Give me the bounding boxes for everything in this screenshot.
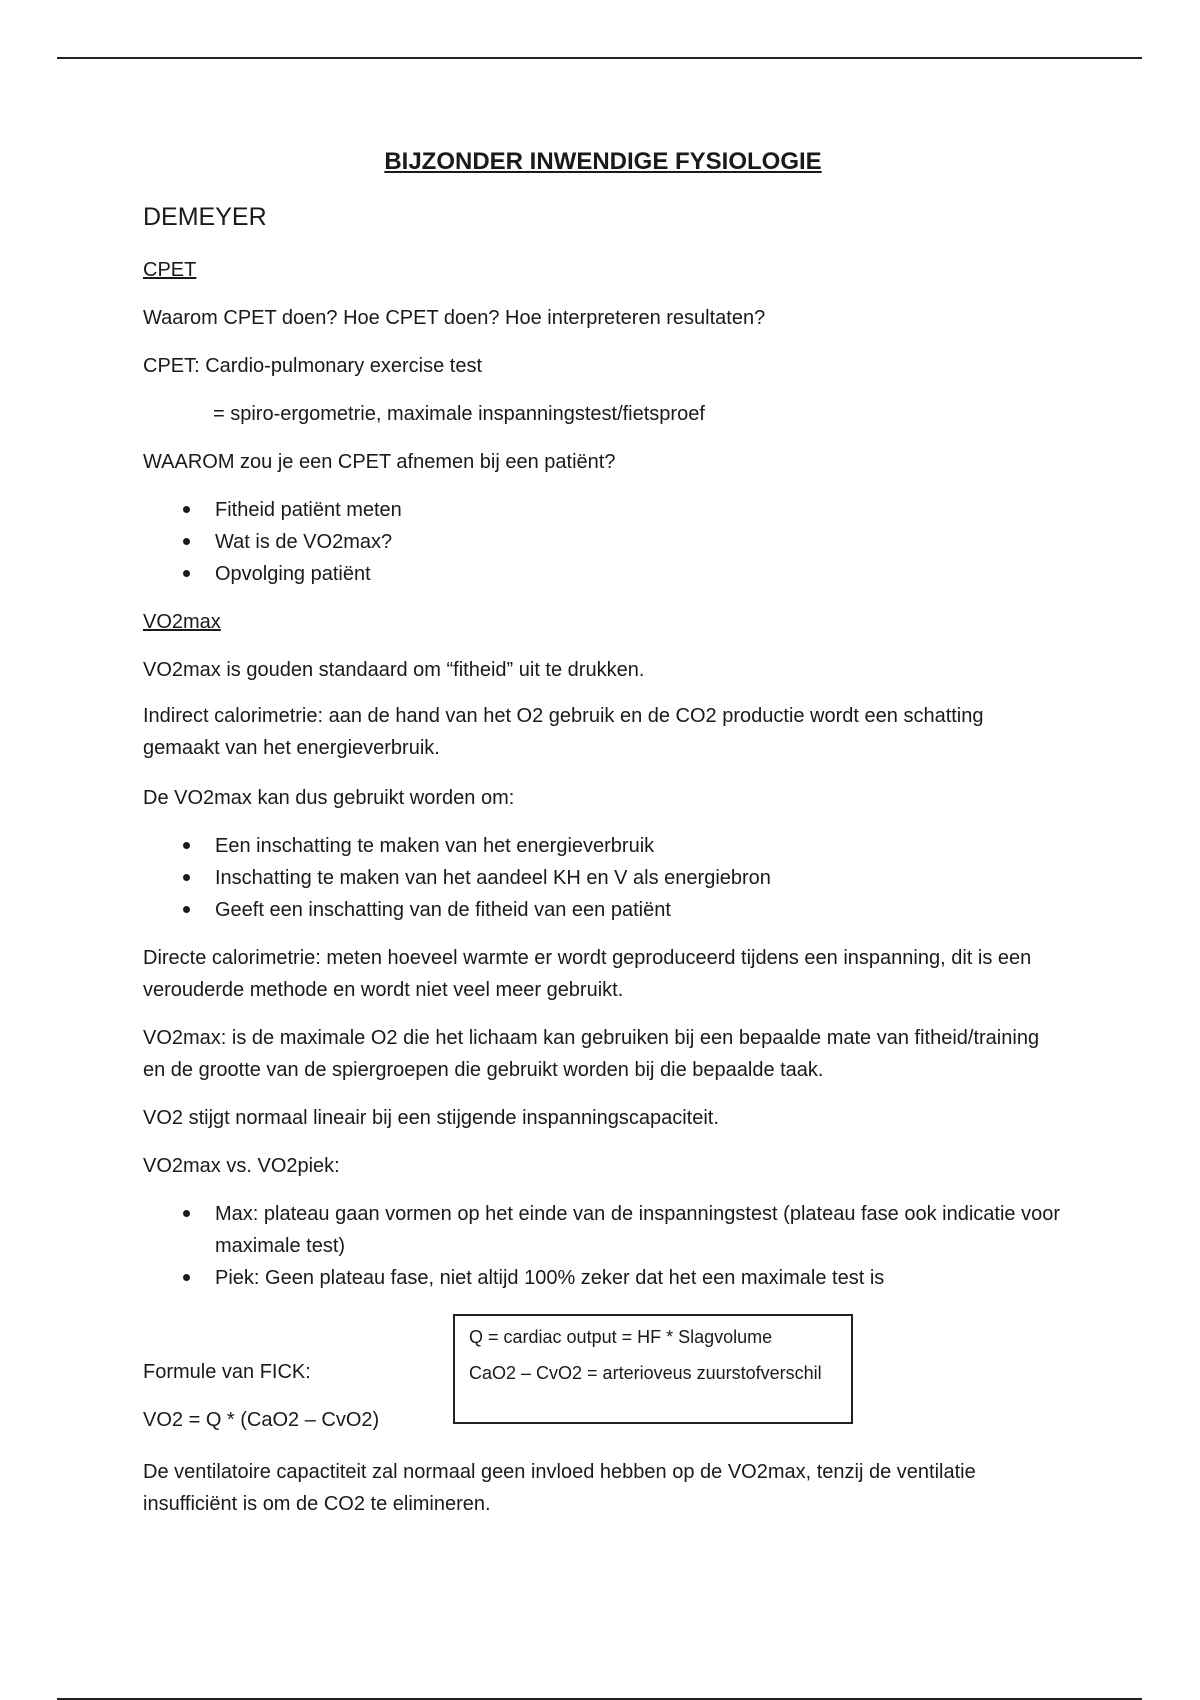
vo2-linear-text: VO2 stijgt normaal lineair bij een stijgende inspanningscapaciteit. bbox=[143, 1107, 719, 1129]
cardiac-output-line: Q = cardiac output = HF * Slagvolume bbox=[469, 1327, 773, 1347]
gold-standard-text: VO2max is gouden standaard om “fitheid” uit te drukken. bbox=[143, 659, 645, 681]
fick-label: Formule van FICK: bbox=[143, 1361, 311, 1383]
use-list bbox=[143, 830, 771, 926]
list-item: Fitheid patiënt meten bbox=[143, 494, 402, 526]
cpet-questions: Waarom CPET doen? Hoe CPET doen? Hoe interpreteren resultaten? bbox=[143, 307, 766, 329]
list-item: Geeft een inschatting van de fitheid van een patiënt bbox=[143, 894, 771, 926]
fick-formula: VO2 = Q * (CaO2 – CvO2) bbox=[143, 1409, 380, 1431]
document-title: BIJZONDER INWENDIGE FYSIOLOGIE bbox=[384, 148, 822, 175]
vs-list bbox=[143, 1198, 1063, 1294]
cpet-definition: CPET: Cardio-pulmonary exercise test bbox=[143, 355, 483, 377]
avo2-difference-line: CaO2 – CvO2 = arterioveus zuurstofverschil bbox=[469, 1363, 822, 1383]
header-rule bbox=[57, 57, 1142, 59]
author-heading: DEMEYER bbox=[143, 203, 267, 231]
ventilation-text: De ventilatoire capactiteit zal normaal geen invloed hebben op de VO2max, tenzij de ventilatie insufficiënt is om de CO2 te elimineren. bbox=[143, 1461, 976, 1515]
indirect-calorimetry-text: Indirect calorimetrie: aan de hand van het O2 gebruik en de CO2 productie wordt een schatting gemaakt van het energieverbruik. bbox=[143, 705, 984, 759]
cpet-synonym: = spiro-ergometrie, maximale inspanningstest/fietsproef bbox=[213, 403, 705, 425]
list-item: Inschatting te maken van het aandeel KH en V als energiebron bbox=[143, 862, 771, 894]
section-heading-vo2max: VO2max bbox=[143, 611, 221, 633]
section-heading-cpet: CPET bbox=[143, 259, 197, 281]
vo2max-vs-vo2piek: VO2max vs. VO2piek: bbox=[143, 1155, 340, 1177]
vo2max-use-intro: De VO2max kan dus gebruikt worden om: bbox=[143, 787, 515, 809]
list-item: Wat is de VO2max? bbox=[143, 526, 402, 558]
cpet-why: WAAROM zou je een CPET afnemen bij een patiënt? bbox=[143, 451, 616, 473]
list-item: Piek: Geen plateau fase, niet altijd 100% zeker dat het een maximale test is bbox=[143, 1262, 1063, 1294]
vo2max-definition: VO2max: is de maximale O2 die het lichaam kan gebruiken bij een bepaalde mate van fitheid/training en de grootte van de spiergroepen die gebruikt worden bij die bepaalde taak. bbox=[143, 1027, 1040, 1081]
list-item: Max: plateau gaan vormen op het einde van de inspanningstest (plateau fase ook indicatie voor maximale test) bbox=[143, 1198, 1063, 1262]
list-item: Een inschatting te maken van het energieverbruik bbox=[143, 830, 771, 862]
fick-explanation-box bbox=[453, 1314, 853, 1424]
list-item: Opvolging patiënt bbox=[143, 558, 402, 590]
direct-calorimetry-text: Directe calorimetrie: meten hoeveel warmte er wordt geproduceerd tijdens een inspanning, dit is een verouderde methode en wordt niet veel meer gebruikt. bbox=[143, 947, 1032, 1001]
why-list bbox=[143, 494, 402, 590]
